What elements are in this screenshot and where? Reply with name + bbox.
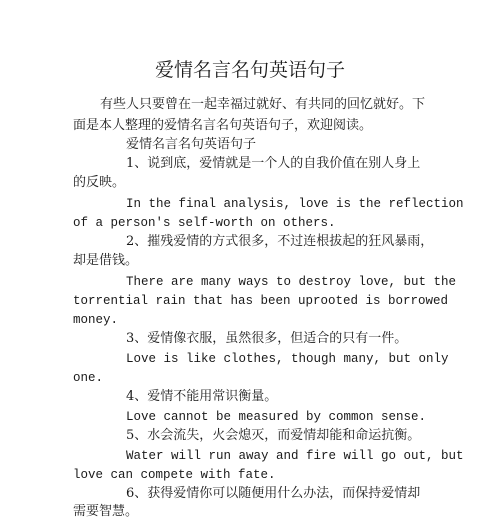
- subtitle: 爱情名言名句英语句子: [126, 137, 257, 152]
- quote-5-en-line-1: Water will run away and fire will go out, but: [126, 449, 464, 463]
- quote-2-en-line-2: torrential rain that has been uprooted is borrowed: [73, 294, 449, 308]
- quote-6-cn-line-2: 需要智慧。: [73, 504, 139, 519]
- quote-2-cn-line-2: 却是借钱。: [73, 253, 139, 268]
- quote-3-cn-line-1: 3、爱情像衣服，虽然很多，但适合的只有一件。: [126, 331, 408, 346]
- quote-1-en-line-1: In the final analysis, love is the reflection: [126, 197, 464, 211]
- quote-3-en-line-1: Love is like clothes, though many, but only: [126, 352, 449, 366]
- quote-1-en-line-2: of a person's self-worth on others.: [73, 216, 336, 230]
- quote-2-cn-line-1: 2、摧残爱情的方式很多，不过连根拔起的狂风暴雨，: [126, 234, 434, 249]
- quote-6-cn-line-1: 6、获得爱情你可以随便用什么办法，而保持爱情却: [126, 486, 421, 501]
- quote-4-cn-line-1: 4、爱情不能用常识衡量。: [126, 389, 278, 404]
- quote-3-en-line-2: one.: [73, 371, 104, 385]
- intro-line-1: 有些人只要曾在一起幸福过就好、有共同的回忆就好。下: [100, 97, 426, 112]
- quote-2-en-line-3: money.: [73, 313, 119, 327]
- intro-line-2: 面是本人整理的爱情名言名句英语句子，欢迎阅读。: [73, 118, 373, 133]
- quote-5-en-line-2: love can compete with fate.: [73, 468, 276, 482]
- quote-4-en-line-1: Love cannot be measured by common sense.: [126, 410, 427, 424]
- quote-1-cn-line-1: 1、说到底，爱情就是一个人的自我价值在别人身上: [126, 156, 421, 171]
- quote-1-cn-line-2: 的反映。: [73, 175, 126, 190]
- quote-5-cn-line-1: 5、水会流失，火会熄灭，而爱情却能和命运抗衡。: [126, 428, 421, 443]
- quote-2-en-line-1: There are many ways to destroy love, but the: [126, 275, 457, 289]
- document-title: 爱情名言名句英语句子: [154, 59, 345, 81]
